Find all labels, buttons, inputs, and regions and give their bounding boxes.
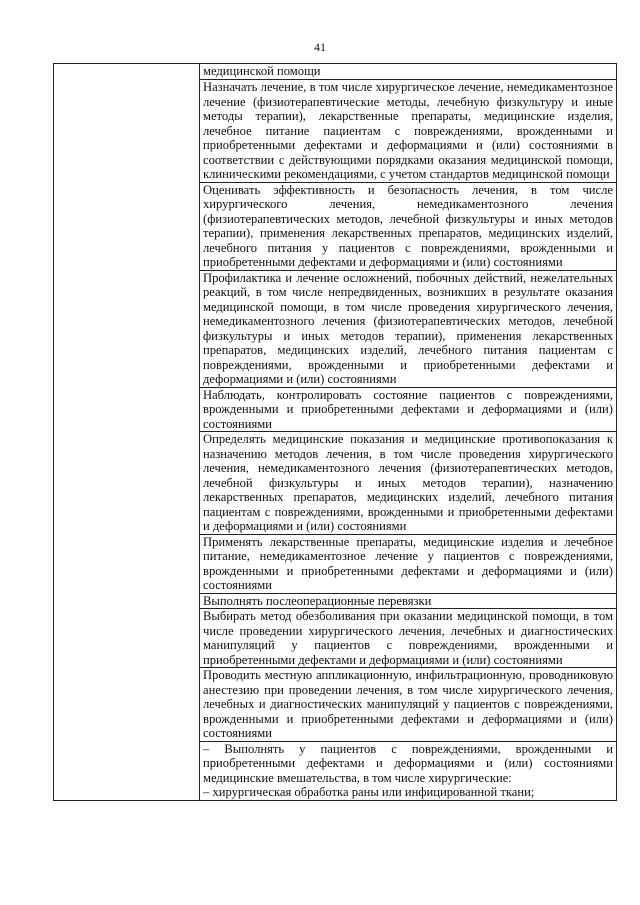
- row-text-observe-patients: Наблюдать, контролировать состояние пациентов с повреждениями, врожденными и приобретенными дефектами и деформациями и (или) состояниями: [200, 388, 616, 433]
- competency-table: [53, 63, 617, 801]
- page-number: 41: [314, 40, 326, 54]
- row-text-local-anesthesia: Проводить местную аппликационную, инфильтрационную, проводниковую анестезию при проведении лечения, в том числе хирургического лечения, лечебных и диагностических манипуляций у пациентов с повреждениями, врожденными и приобретенными дефектами и деформациями и (или) состояниями: [200, 668, 616, 742]
- row-text-evaluate-efficacy: Оценивать эффективность и безопасность лечения, в том числе хирургического лечения, немедикаментозного лечения (физиотерапевтических методов, лечебной физкультуры и иных методов терапии), применения лекарственных препаратов, медицинских изделий, лечебного питания у пациентов с повреждениями, врожденными и приобретенными дефектами и деформациями и (или) состояниями: [200, 183, 616, 271]
- right-column-cell: [200, 64, 617, 801]
- row-text-anesthesia-method: Выбирать метод обезболивания при оказании медицинской помощи, в том числе проведении хирургического лечения, лечебных и диагностических манипуляций у пациентов с повреждениями, врожденными и приобретенными дефектами и деформациями и (или) состояниями: [200, 609, 616, 668]
- row-text-prescribe-treatment: Назначать лечение, в том числе хирургическое лечение, немедикаментозное лечение (физиотерапевтические методы, лечебную физкультуру и иные методы терапии), лекарственные препараты, медицинские изделия, лечебное питание пациентам с повреждениями, врожденными и приобретенными дефектами и деформациями и (или) состояниями в соответствии с действующими порядками оказания медицинской помощи, клиническими рекомендациями, с учетом стандартов медицинской помощи: [200, 80, 616, 183]
- row-text-complications-prevention: Профилактика и лечение осложнений, побочных действий, нежелательных реакций, в том числе непредвиденных, возникших в результате оказания медицинской помощи, в том числе проведения хирургического лечения, немедикаментозного лечения (физиотерапевтических методов, лечебной физкультуры и иных методов терапии), применения лекарственных препаратов, медицинских изделий, лечебного питания пациентам с повреждениями, врожденными и приобретенными дефектами и деформациями и (или) состояниями: [200, 271, 616, 388]
- left-column-cell: [54, 64, 200, 801]
- row-text-continuation: медицинской помощи: [200, 64, 616, 80]
- row-text-apply-drugs: Применять лекарственные препараты, медицинские изделия и лечебное питание, немедикаментозное лечение у пациентов с повреждениями, врожденными и приобретенными дефектами и деформациями и (или) состояниями: [200, 535, 616, 594]
- table-row: [54, 64, 617, 801]
- row-text-interventions: – Выполнять у пациентов с повреждениями, врожденными и приобретенными дефектами и деформациями и (или) состояниями медицинские вмешательства, в том числе хирургические: – хирургическая обработка раны или инфицированной ткани;: [203, 741, 613, 799]
- row-text-dressings: Выполнять послеоперационные перевязки: [200, 594, 616, 610]
- row-text-indications: Определять медицинские показания и медицинские противопоказания к назначению методов лечения, в том числе проведения хирургического лечения, немедикаментозного лечения (физиотерапевтических методов, лечебной физкультуры и иных методов терапии), назначению лекарственных препаратов, медицинских изделий, лечебного питания пациентам с повреждениями, врожденными и приобретенными дефектами и деформациями и (или) состояниями: [200, 432, 616, 535]
